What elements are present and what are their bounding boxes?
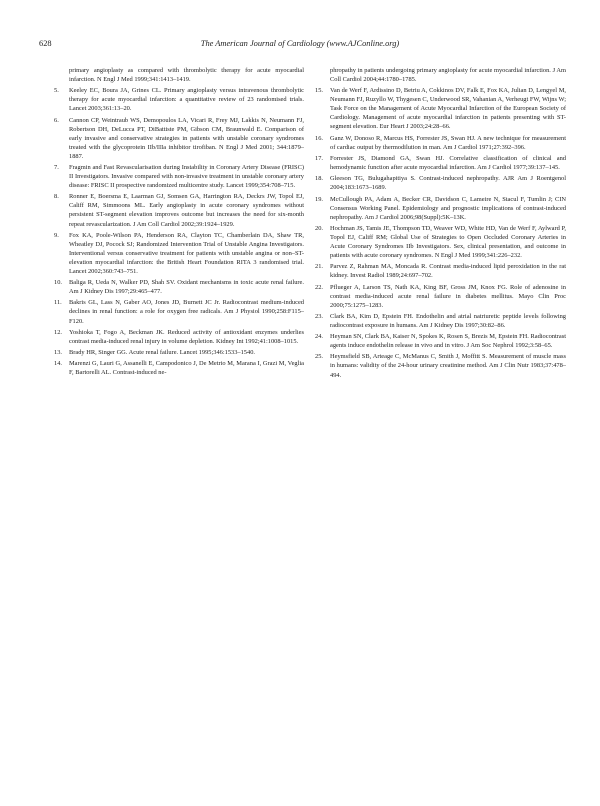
reference-text: Fox KA, Poole-Wilson PA, Henderson RA, Clayton TC, Chamberlain DA, Shaw TR, Wheatley DJ, Pocock SJ; Randomized Intervention Trial of Unstable Angina Investigators. Interventional versus conservative treatment for patients with unstable angina or non–ST-elevation myocardial infarction: the British Heart Foundation RITA 3 randomised trial. Lancet 2002;360:743–751. [69,231,304,275]
reference-text: phropathy in patients undergoing primary angioplasty for acute myocardial infarction. J Am Coll Cardiol 2004;44:1780–1785. [330,67,566,84]
reference-item [315,352,566,379]
reference-item [54,348,304,357]
reference-number: 7. [54,164,59,172]
reference-item [54,359,304,377]
page-header [0,39,600,51]
reference-item [315,332,566,350]
reference-text: McCullough PA, Adam A, Becker CR, Davidson C, Lameire N, Stacul F, Tumlin J; CIN Consensus Working Panel. Epidemiology and prognostic implications of contrast-induced nephropathy. Am J Cardiol 2006;98(Suppl):5K–13K. [330,195,566,221]
reference-item [54,192,304,228]
reference-number: 5. [54,87,59,95]
reference-text: Forrester JS, Diamond GA, Swan HJ. Correlative classification of clinical and hemodynamic function after acute myocardial infarction. Am J Cardiol 1977;39:137–145. [330,154,566,172]
journal-title: The American Journal of Cardiology (www.AJConline.org) [200,39,400,48]
reference-item [315,134,566,152]
reference-text: primary angioplasty as compared with thrombolytic therapy for acute myocardial infarction. N Engl J Med 1999;341:1413–1419. [69,67,304,84]
reference-number: 21. [315,263,323,271]
reference-number: 23. [315,312,323,320]
reference-text: Heymsfield SB, Arteage C, McManus C, Smith J, Moffitt S. Measurement of muscle mass in humans: validity of the 24-hour urinary creatinine method. Am J Clin Nutr 1983;37:478–494. [330,353,566,379]
reference-item [54,328,304,346]
reference-number: 6. [54,116,59,124]
reference-text: Fragmin and Fast Revascularisation during Instability in Coronary Artery Disease (FRISC) II Investigators. Invasive compared with non-invasive treatment in unstable coronary artery disease: FRISC II prospective randomized multicentre study. Lancet 1999;354:708–715. [69,164,304,190]
reference-text: Hochman JS, Tamis JE, Thompson TD, Weaver WD, White HD, Van de Werf F, Aylward P, Topol EJ, Califf RM; Global Use of Strategies to Open Occluded Coronary Arteries in Acute Coronary Syndromes IIb Investigators. Sex, clinical presentation, and outcome in patients with acute coronary syndromes. N Engl J Med 1999;341:226–232. [330,224,566,260]
reference-text: Cannon CP, Weintraub WS, Demopoulos LA, Vicari R, Frey MJ, Lakkis N, Neumann FJ, Robertson DH, DeLucca PT, DiBattiste PM, Gibson CM, Braunwald E. Comparison of early invasive and conservative strategies in patients with unstable coronary syndromes treated with the glycoprotein IIb/IIIa inhibitor tirofiban. N Engl J Med 2001; 344:1879–1887. [69,116,304,160]
references-right-column [315,66,566,382]
reference-number: 18. [315,175,323,183]
reference-number: 14. [54,360,62,368]
references-left-column [54,66,304,380]
reference-item [315,174,566,192]
reference-item [315,262,566,280]
reference-text: Brady HR, Singer GG. Acute renal failure. Lancet 1995;346:1533–1540. [69,349,255,357]
reference-number: 9. [54,231,59,239]
reference-number: 22. [315,283,323,291]
reference-text: Ganz W, Donoso R, Marcus HS, Forrester JS, Swan HJ. A new technique for measurement of cardiac output by thermodilution in man. Am J Cardiol 1971;27:392–396. [330,134,566,151]
reference-number: 15. [315,87,323,95]
reference-text: Baliga R, Ueda N, Walker PD, Shah SV. Oxidant mechanisms in toxic acute renal failure. Am J Kidney Dis 1997;29:465–477. [69,279,304,296]
reference-text: Pflueger A, Larson TS, Nath KA, King BF, Gross JM, Knox FG. Role of adenosine in contrast media-induced acute renal failure in diabetes mellitus. Mayo Clin Proc 2000;75:1275–1283. [330,283,566,309]
reference-item [315,195,566,222]
reference-number: 13. [54,349,62,357]
reference-item [315,86,566,131]
reference-text: Bakris GL, Lass N, Gaber AO, Jones JD, Burnett JC Jr. Radiocontrast medium-induced declines in renal function: a role for oxygen free radicals. Am J Physiol 1990;258:F115–F120. [69,299,304,325]
reference-number: 19. [315,195,323,203]
reference-number: 25. [315,353,323,361]
reference-text: Heyman SN, Clark BA, Kaiser N, Spokes K, Rosen S, Brezis M, Epstein FH. Radiocontrast agents induce endothelin release in vivo and in vitro. J Am Soc Nephrol 1992;3:58–65. [330,333,566,350]
reference-item [54,278,304,296]
reference-text: Van de Werf F, Ardissino D, Betriu A, Cokkinos DV, Falk E, Fox KA, Julian D, Lengyel M, Neumann FJ, Ruzyllo W, Thygesen C, Underwood SR, Vahanian A, Verheugt FW, Wijns W; Task Force on the Management of Acute Myocardial Infarction of the European Society of Cardiology. Management of acute myocardial infarction in patients presenting with ST-segment elevation. Eur Heart J 2003;24:28–66. [330,87,567,131]
reference-item [54,86,304,113]
reference-item [315,312,566,330]
reference-item [315,224,566,260]
reference-text: Ronner E, Boersma E, Laarman GJ, Somsen GA, Harrington RA, Deckrs JW, Topol EJ, Califf RM, Simmoons ML. Early angioplasty in acute coronary syndromes without persistent ST-segment elevation improves outcome but increases the need for six-month repeat revascularization. J Am Coll Cardiol 2002;39:1924–1929. [69,193,304,228]
reference-text: Keeley EC, Boura JA, Grines CL. Primary angioplasty versus intravenous thrombolytic therapy for acute myocardial infarction: a quantitative review of 23 randomised trials. Lancet 2003;361:13–20. [69,87,304,113]
reference-continuation [315,66,566,84]
reference-item [54,298,304,325]
reference-text: Marenzi G, Lauri G, Assanelli E, Campodonico J, De Metrio M, Marana I, Grazi M, Veglia F, Bartorelli AL. Contrast-induced ne- [69,360,304,377]
reference-number: 24. [315,333,323,341]
reference-text: Clark BA, Kim D, Epstein FH. Endothelin and atrial natriuretic peptide levels following radiocontrast exposure in humans. Am J Kidney Dis 1997;30:82–86. [330,312,566,329]
reference-number: 12. [54,328,62,336]
reference-number: 20. [315,224,323,232]
reference-item [54,163,304,190]
reference-number: 10. [54,279,62,287]
page-number: 628 [39,39,52,48]
reference-text: Gleeson TG, Bulugahapitiya S. Contrast-induced nephropathy. AJR Am J Roentgenol 2004;183:1673–1689. [330,175,566,192]
reference-item [315,154,566,172]
reference-number: 17. [315,154,323,162]
reference-number: 11. [54,299,62,307]
reference-text: Yoshioka T, Fogo A, Beckman JK. Reduced activity of antioxidant enzymes underlies contrast media-induced renal injury in volume depletion. Kidney Int 1992;41:1008–1015. [69,328,304,345]
reference-continuation [54,66,304,84]
reference-item [54,116,304,161]
reference-item [315,283,566,310]
reference-text: Parvez Z, Rahman MA, Moncada R. Contrast media-induced lipid peroxidation in the rat kidney. Invest Radiol 1989;24:697–702. [330,263,566,280]
reference-number: 8. [54,193,59,201]
reference-number: 16. [315,134,323,142]
reference-item [54,231,304,276]
